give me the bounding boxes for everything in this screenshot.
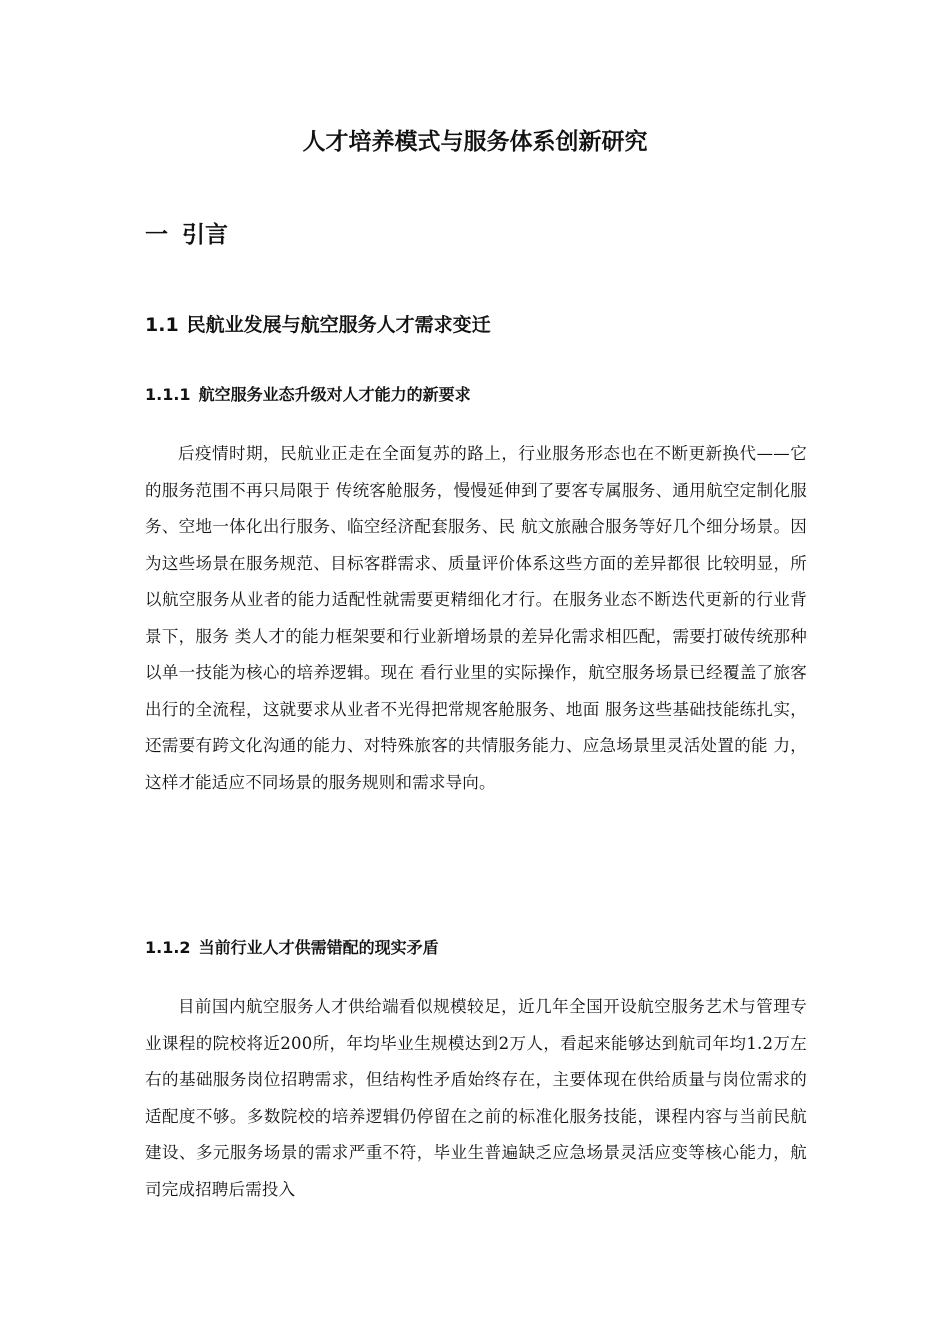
subsubsection-title: 航空服务业态升级对人才能力的新要求 [198, 385, 471, 404]
body-paragraph-1-1-1: 后疫情时期，民航业正走在全面复苏的路上，行业服务形态也在不断更新换代——它的服务范围不再只局限于 传统客舱服务，慢慢延伸到了要客专属服务、通用航空定制化服务、空地一体化出行服务、临空经济配套服务、民 航文旅融合服务等好几个细分场景。因为这些场景在服务规范、目标客群需求、质量评价体系这些方面的差异都很 比较明显，所以航空服务从业者的能力适配性就需要更精细化才行。在服务业态不断迭代更新的行业背景下，服务 类人才的能力框架要和行业新增场景的差异化需求相匹配，需要打破传统那种以单一技能为核心的培养逻辑。现在 看行业里的实际操作，航空服务场景已经覆盖了旅客出行的全流程，这就要求从业者不光得把常规客舱服务、地面 服务这些基础技能练扎实，还需要有跨文化沟通的能力、对特殊旅客的共情服务能力、应急场景里灵活处置的能 力，这样才能适应不同场景的服务规则和需求导向。 [145, 444, 807, 792]
subsubsection-number: 1.1.2 [145, 938, 191, 957]
section-number: 一 [145, 222, 168, 248]
subsubsection-heading-1-1-1 [145, 382, 471, 408]
subsection-title: 民航业发展与航空服务人才需求变迁 [186, 314, 491, 336]
subsection-number: 1.1 [145, 314, 179, 336]
document-title: 人才培养模式与服务体系创新研究 [302, 129, 648, 155]
section-heading-introduction [145, 218, 228, 252]
subsection-heading-1-1 [145, 310, 491, 340]
body-paragraph-1-1-2: 目前国内航空服务人才供给端看似规模较足，近几年全国开设航空服务艺术与管理专业课程的院校将近200所，年均毕业生规模达到2万人，看起来能够达到航司年均1.2万左右的基础服务岗位招聘需求，但结构性矛盾始终存在，主要体现在供给质量与岗位需求的适配度不够。多数院校的培养逻辑仍停留在之前的标准化服务技能，课程内容与当前民航建设、多元服务场景的需求严重不符，毕业生普遍缺乏应急场景灵活应变等核心能力，航司完成招聘后需投入 [145, 997, 807, 1199]
subsubsection-title: 当前行业人才供需错配的现实矛盾 [198, 938, 439, 957]
subsubsection-number: 1.1.1 [145, 385, 191, 404]
section-title: 引言 [182, 222, 228, 248]
subsubsection-heading-1-1-2 [145, 935, 439, 961]
